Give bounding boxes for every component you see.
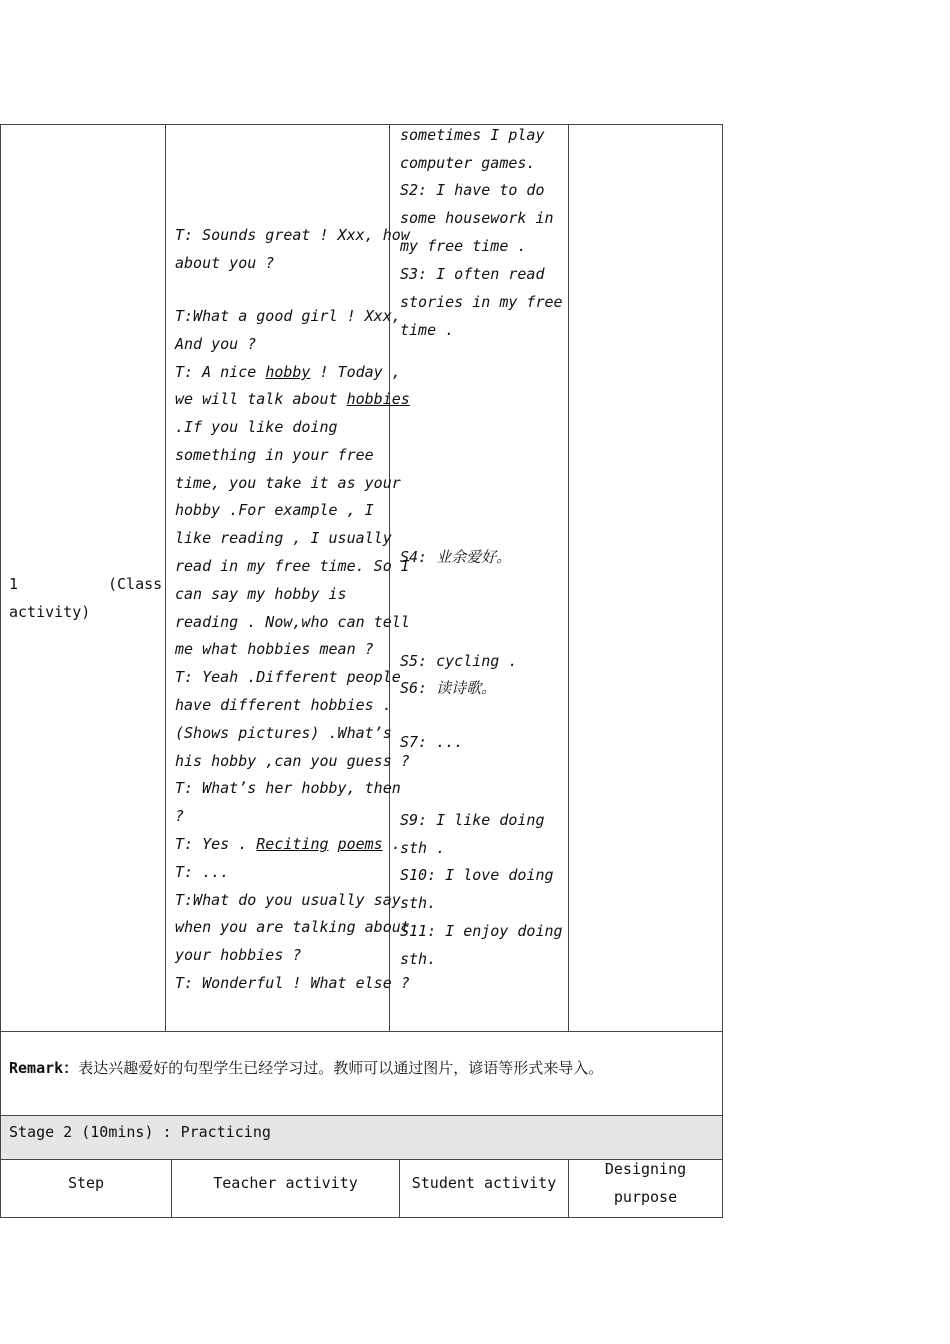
- vocab-poems: poems: [337, 835, 383, 853]
- step-type-word: (Class: [108, 575, 163, 593]
- stage2-title: Stage 2 (10mins) : Practicing: [9, 1123, 271, 1141]
- teacher-line: (Shows pictures) .What’s: [175, 724, 392, 742]
- teacher-text: we will talk about: [175, 390, 347, 408]
- header-teacher-activity: Teacher activity: [213, 1174, 358, 1192]
- student-line: S5: cycling .: [400, 652, 518, 670]
- teacher-text: .: [382, 835, 401, 853]
- vocab-hobby: hobby: [265, 363, 311, 381]
- header-step: Step: [67, 1174, 105, 1192]
- remark: [9, 1058, 603, 1078]
- header-designing-purpose-2: purpose: [613, 1188, 678, 1206]
- teacher-line: time, you take it as your: [175, 474, 401, 492]
- student-line: sth.: [400, 950, 437, 968]
- teacher-line: about you ?: [175, 254, 275, 272]
- row-divider: [0, 1031, 723, 1032]
- teacher-line: read in my free time. So I: [175, 557, 410, 575]
- teacher-text: ! Today ,: [310, 363, 401, 381]
- teacher-line: reading . Now,who can tell: [175, 613, 410, 631]
- teacher-line: ?: [175, 807, 185, 825]
- teacher-line: something in your free: [175, 446, 374, 464]
- table-border-bottom: [0, 1217, 723, 1218]
- student-line: S9: I like doing: [400, 811, 545, 829]
- teacher-line: can say my hobby is: [175, 585, 347, 603]
- teacher-line: T: Sounds great ! Xxx, how: [175, 226, 410, 244]
- row-divider: [0, 1115, 723, 1116]
- teacher-line: T:What a good girl ! Xxx,: [175, 307, 401, 325]
- teacher-text: T: A nice: [175, 363, 266, 381]
- col-divider: [165, 124, 166, 1032]
- teacher-line: [175, 834, 401, 854]
- teacher-line: T: What’s her hobby, then: [175, 779, 401, 797]
- student-line: S7: ...: [400, 733, 464, 751]
- teacher-line: your hobbies ?: [175, 946, 302, 964]
- table-border-left: [0, 124, 1, 1218]
- teacher-line: like reading , I usually: [175, 529, 392, 547]
- teacher-line: T: Wonderful ! What else ?: [175, 974, 410, 992]
- step-number: 1: [9, 575, 19, 593]
- student-line: S11: I enjoy doing: [400, 922, 563, 940]
- table-border-right: [722, 124, 723, 1218]
- teacher-line: [175, 389, 410, 409]
- vocab-reciting: Reciting: [256, 835, 329, 853]
- teacher-text: T: Yes .: [175, 835, 257, 853]
- student-line: sth .: [400, 839, 446, 857]
- teacher-line: [175, 362, 401, 382]
- student-line: some housework in: [400, 209, 554, 227]
- teacher-line: hobby .For example , I: [175, 501, 374, 519]
- teacher-line: T: Yeah .Different people: [175, 668, 401, 686]
- teacher-line: T: ...: [175, 863, 230, 881]
- student-line: computer games.: [400, 154, 536, 172]
- col-divider: [568, 124, 569, 1032]
- student-line: S2: I have to do: [400, 181, 545, 199]
- teacher-line: T:What do you usually say: [175, 891, 401, 909]
- teacher-line: when you are talking about: [175, 918, 410, 936]
- vocab-hobbies: hobbies: [346, 390, 410, 408]
- teacher-line: have different hobbies .: [175, 696, 392, 714]
- header-student-activity: Student activity: [411, 1174, 557, 1192]
- teacher-line: And you ?: [175, 335, 257, 353]
- student-line: sth.: [400, 894, 437, 912]
- student-line: my free time .: [400, 237, 527, 255]
- header-designing-purpose-1: Designing: [604, 1160, 687, 1178]
- student-line: S6: 读诗歌。: [400, 679, 497, 697]
- student-line: S3: I often read: [400, 265, 545, 283]
- remark-label: Remark：: [9, 1059, 79, 1077]
- teacher-line: .If you like doing: [175, 418, 338, 436]
- table-border-top: [0, 124, 723, 125]
- student-line: S10: I love doing: [400, 866, 554, 884]
- step-type-word-2: activity): [9, 603, 91, 621]
- student-line: S4: 业余爱好。: [400, 548, 512, 566]
- teacher-line: his hobby ,can you guess ?: [175, 752, 410, 770]
- remark-text: 表达兴趣爱好的句型学生已经学习过。教师可以通过图片，谚语等形式来导入。: [78, 1059, 604, 1077]
- student-line: sometimes I play: [400, 126, 545, 144]
- student-line: stories in my free: [400, 293, 563, 311]
- student-line: time .: [400, 321, 455, 339]
- teacher-line: me what hobbies mean ?: [175, 640, 374, 658]
